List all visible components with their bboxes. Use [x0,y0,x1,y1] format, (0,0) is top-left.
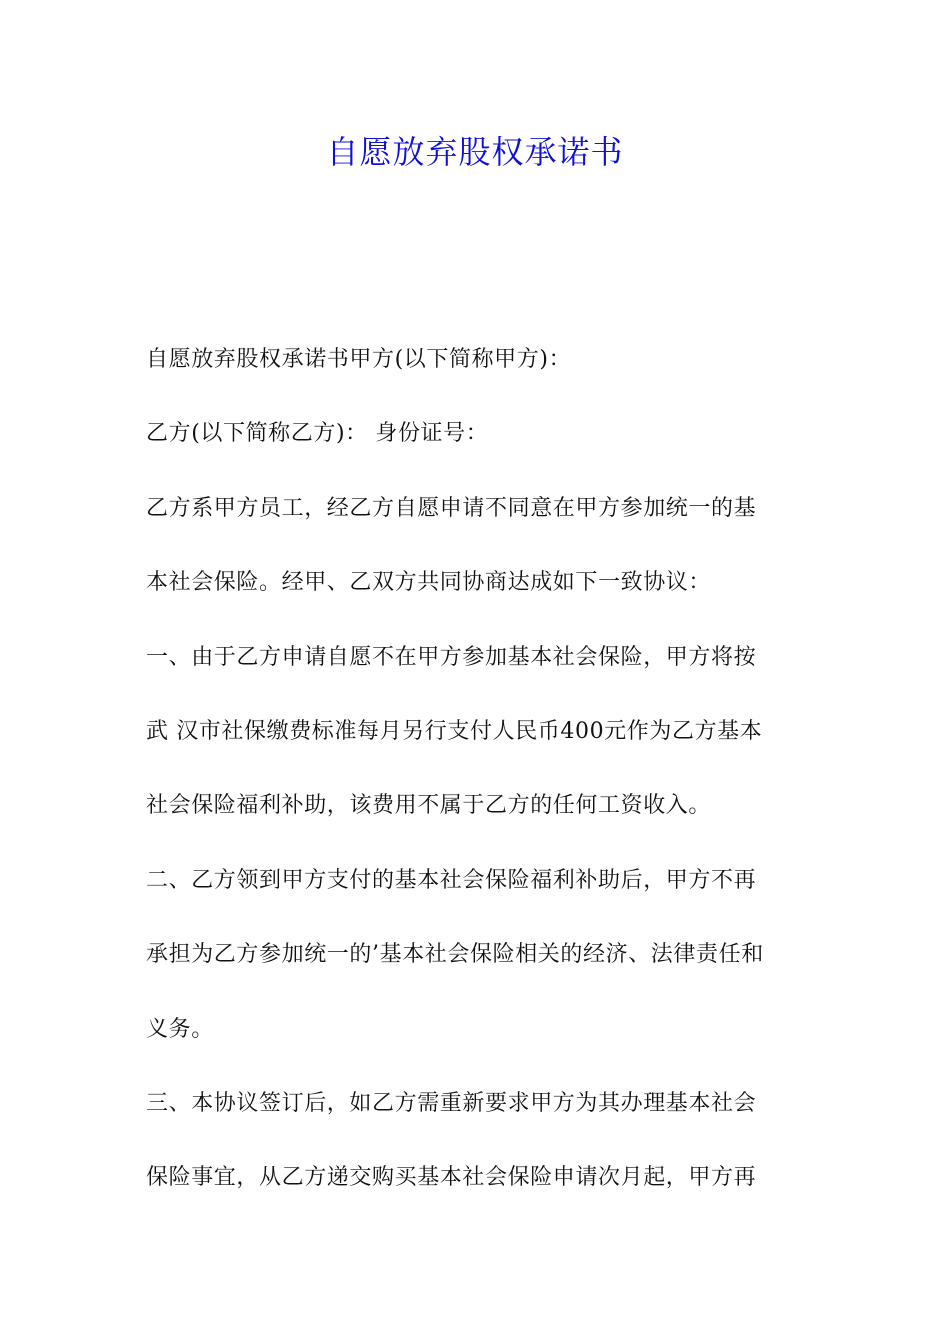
body-line: 本社会保险。经甲、乙双方共同协商达成如下一致协议： [146,570,712,596]
body-line: 义务。 [146,1016,214,1042]
body-line: 自愿放弃股权承诺书甲方(以下简称甲方)： [146,347,572,372]
body-line: 社会保险福利补助，该费用不属于乙方的任何工资收入。 [146,793,712,819]
body-line: 承担为乙方参加统一的’基本社会保险相关的经济、法律责任和 [146,942,764,968]
body-line: 二、乙方领到甲方支付的基本社会保险福利补助后，甲方不再 [146,867,757,893]
body-line: 保险事宜，从乙方递交购买基本社会保险申请次月起，甲方再 [146,1165,757,1191]
body-line: 武 汉市社保缴费标准每月另行支付人民币400元作为乙方基本 [146,718,763,744]
body-line: 乙方(以下简称乙方)： 身份证号： [146,421,489,447]
body-line: 乙方系甲方员工，经乙方自愿申请不同意在甲方参加统一的基 [146,495,757,521]
document-title: 自愿放弃股权承诺书 [326,133,624,171]
body-line: 一、由于乙方申请自愿不在甲方参加基本社会保险，甲方将按 [146,644,757,670]
document-body [146,340,816,1233]
body-line: 三、本协议签订后，如乙方需重新要求甲方为其办理基本社会 [146,1090,757,1116]
